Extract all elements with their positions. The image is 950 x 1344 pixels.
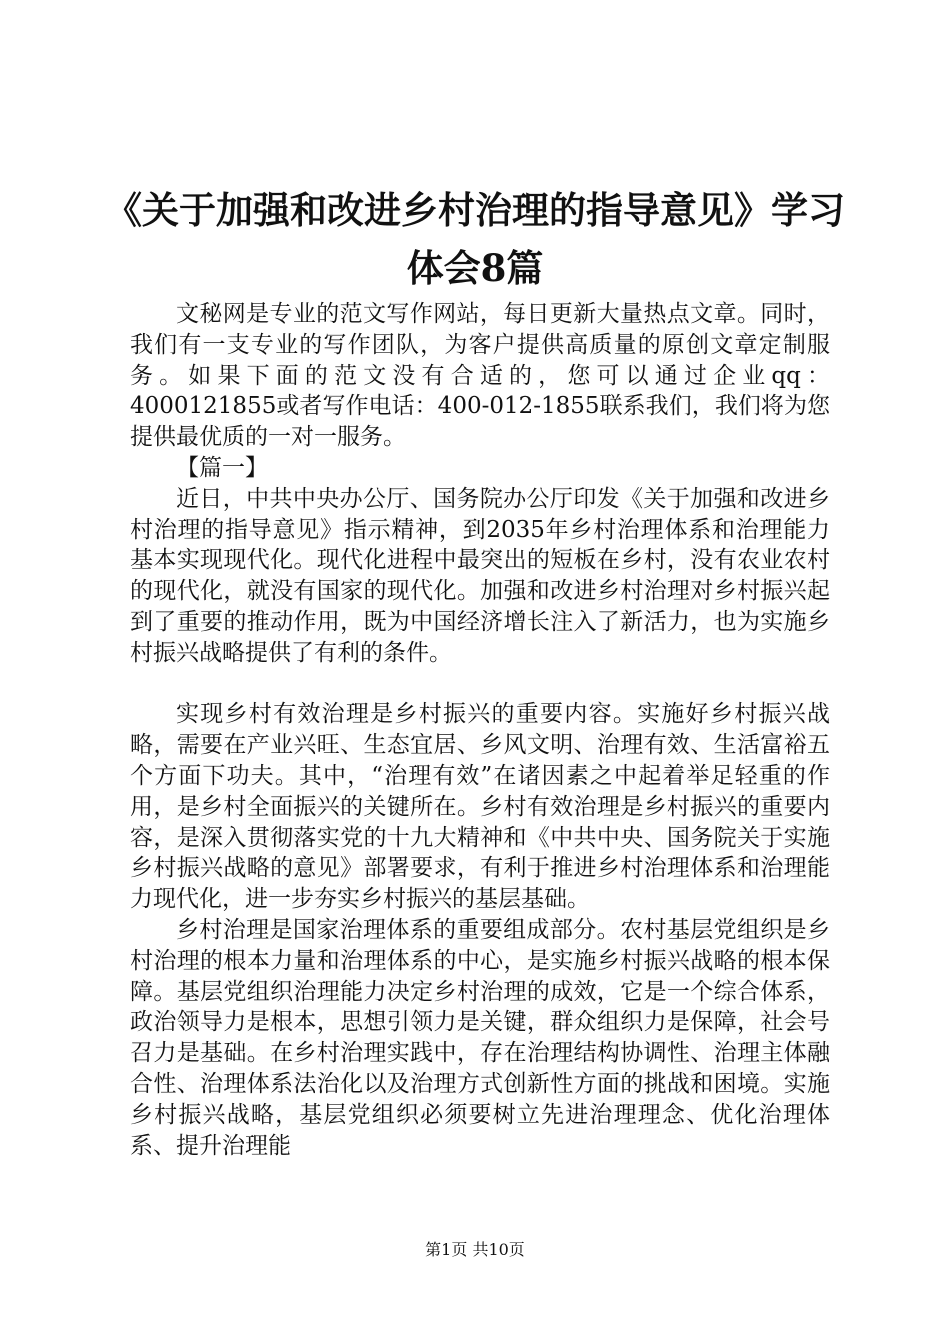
document-body (130, 299, 830, 1161)
document-title-line-1: 《关于加强和改进乡村治理的指导意见》学习 (105, 188, 845, 232)
body-paragraph: 实现乡村有效治理是乡村振兴的重要内容。实施好乡村振兴战略，需要在产业兴旺、生态宜居、乡风文明、治理有效、生活富裕五个方面下功夫。其中，“治理有效”在诸因素之中起着举足轻重的作用，是乡村全面振兴的关键所在。乡村有效治理是乡村振兴的重要内容，是深入贯彻落实党的十九大精神和《中共中央、国务院关于实施乡村振兴战略的意见》部署要求，有利于推进乡村治理体系和治理能力现代化，进一步夯实乡村振兴的基层基础。 (130, 701, 830, 913)
document-title-line-2: 体会8篇 (406, 246, 544, 290)
body-paragraph: 近日，中共中央办公厅、国务院办公厅印发《关于加强和改进乡村治理的指导意见》指示精神，到2035年乡村治理体系和治理能力基本实现现代化。现代化进程中最突出的短板在乡村，没有农业农村的现代化，就没有国家的现代化。加强和改进乡村治理对乡村振兴起到了重要的推动作用，既为中国经济增长注入了新活力，也为实施乡村振兴战略提供了有利的条件。 (130, 485, 830, 666)
intro-paragraph: 文秘网是专业的范文写作网站，每日更新大量热点文章。同时，我们有一支专业的写作团队，为客户提供高质量的原创文章定制服务。如果下面的范文没有合适的，您可以通过企业qq：4000121855或者写作电话：400-012-1855联系我们，我们将为您提供最优质的一对一服务。 (130, 301, 830, 451)
body-paragraph: 乡村治理是国家治理体系的重要组成部分。农村基层党组织是乡村治理的根本力量和治理体系的中心，是实施乡村振兴战略的根本保障。基层党组织治理能力决定乡村治理的成效，它是一个综合体系，政治领导力是根本，思想引领力是关键，群众组织力是保障，社会号召力是基础。在乡村治理实践中，存在治理结构协调性、治理主体融合性、治理体系法治化以及治理方式创新性方面的挑战和困境。实施乡村振兴战略，基层党组织必须要树立先进治理理念、优化治理体系、提升治理能 (130, 916, 830, 1159)
page-footer: 第1页 共10页 (425, 1240, 525, 1259)
blank-line (130, 669, 830, 700)
section-heading: 【篇一】 (176, 454, 268, 481)
